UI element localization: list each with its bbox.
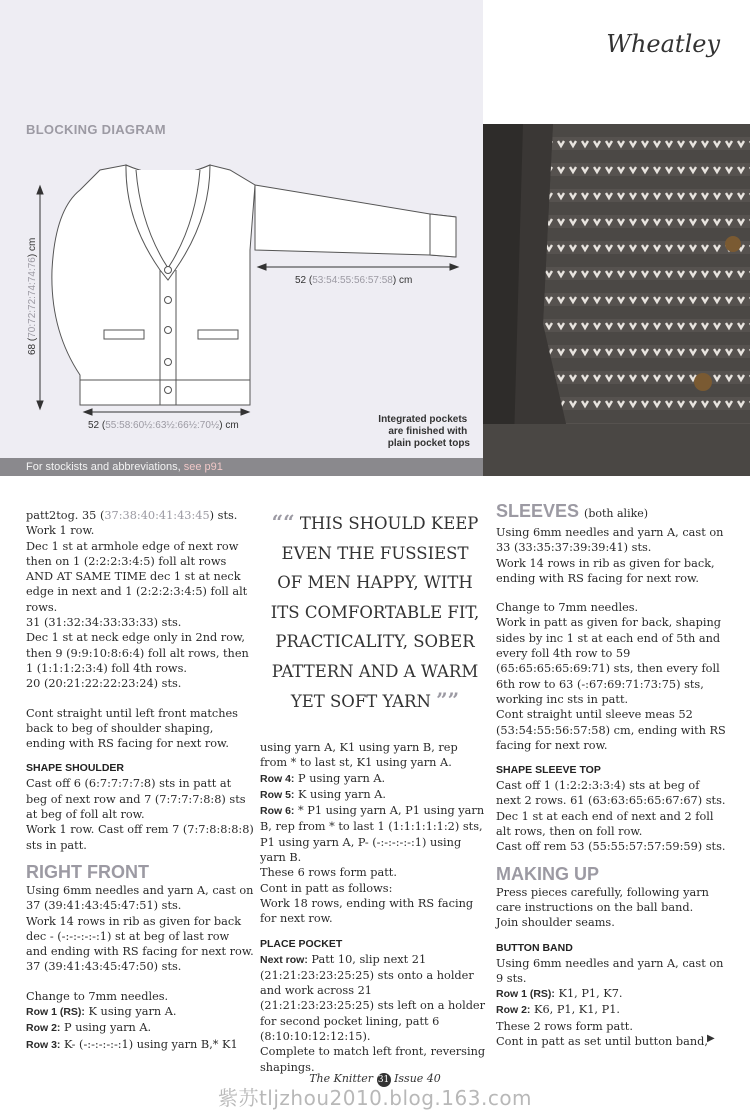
paragraph: Cont in patt as set until button band, [496, 1035, 708, 1049]
knit-pattern-image [483, 124, 750, 476]
row-instruction: Row 2: K6, P1, K1, P1. [496, 1003, 620, 1017]
paragraph: Using 6mm needles and yarn A, cast on 9 sts. [496, 956, 724, 985]
paragraph: Join shoulder seams. [496, 916, 615, 930]
column-2 [260, 740, 488, 1075]
paragraph: Work 14 rows in rib as given for back, ending with RS facing for next row. [496, 556, 715, 585]
sleeve-outline [255, 185, 456, 257]
paragraph: Dec 1 st at armhole edge of next row then on 1 (2:2:2:3:4:5) foll alt rows AND AT SAME TIME dec 1 st at neck edge in next and 1 (2:2:2:3:4:5) foll alt rows. [26, 539, 248, 614]
place-pocket-heading: PLACE POCKET [260, 937, 343, 950]
button [165, 359, 172, 366]
paragraph: Change to 7mm needles. [26, 989, 169, 1003]
paragraph: Press pieces carefully, following yarn care instructions on the ball band. [496, 885, 709, 914]
paragraph: Cast off rem 53 (55:55:57:57:59:59) sts. [496, 840, 726, 854]
paragraph: patt2tog. 35 (37:38:40:41:43:45) sts. [26, 509, 238, 522]
paragraph: Cont straight until left front matches back to beg of shoulder shaping, ending with RS facing for next row. [26, 706, 238, 751]
paragraph: Work 18 rows, ending with RS facing for next row. [260, 896, 474, 926]
button [165, 267, 172, 274]
row-instruction: Row 5: K using yarn A. [260, 787, 386, 801]
paragraph: Dec 1 st at each end of next and 2 foll alt rows, then on foll row. [496, 809, 714, 839]
making-up-heading: MAKING UP [496, 863, 599, 884]
paragraph: Work 1 row. [26, 524, 95, 538]
row-instruction: Row 3: K- (-:-:-:-:-:1) using yarn B,* K1 [26, 1037, 238, 1051]
paragraph: 20 (20:21:22:22:23:24) sts. [26, 677, 182, 691]
blocking-diagram [0, 150, 483, 460]
open-quote-mark: ““ [271, 510, 295, 534]
cardigan-photo [483, 124, 750, 476]
shape-sleeve-top-heading: SHAPE SLEEVE TOP [496, 764, 601, 777]
paragraph: Cast off 6 (6:7:7:7:7:8) sts in patt at beg of next row and 7 (7:7:7:7:8:8) sts at beg of foll alt row. [26, 777, 246, 822]
paragraph: Cont in patt as follows: [260, 881, 393, 895]
stockists-bar: For stockists and abbreviations, see p91 [0, 458, 483, 476]
shape-shoulder-heading: SHAPE SHOULDER [26, 762, 125, 775]
paragraph: Using 6mm needles and yarn A, cast on 37 (39:41:43:45:47:51) sts. [26, 883, 254, 913]
width-label: 52 (55:58:60½:63½:66½:70½) cm [88, 420, 239, 431]
continue-arrow-icon: ▶ [707, 1033, 715, 1044]
paragraph: Work in patt as given for back, shaping sides by inc 1 st at each end of 5th and every foll 4th row to 59 (65:65:65:65:69:71) sts, then every foll 6th row to 63 (-:67:69:71:73:75) sts, working inc sts in patt. [496, 616, 721, 706]
paragraph: Change to 7mm needles. [496, 601, 639, 615]
paragraph: These 6 rows form patt. [260, 866, 397, 880]
row-instruction: Row 1 (RS): K1, P1, K7. [496, 987, 623, 1001]
pocket-note: Integrated pockets are finished with plain pocket tops [378, 414, 470, 449]
paragraph: using yarn A, K1 using yarn B, rep from * to last st, K1 using yarn A. [260, 741, 458, 770]
row-instruction: Next row: Patt 10, slip next 21 (21:21:23:23:25:25) sts onto a holder and work across 21 (21:21:23:23:25:25) sts left on a holder for second pocket lining, patt 6 (8:10:10:12:12:15). [260, 952, 486, 1044]
paragraph: Dec 1 st at neck edge only in 2nd row, then 9 (9:9:10:8:6:4) foll alt rows, then 1 (1:1:1:2:3:4) foll 4th rows. [26, 631, 249, 675]
paragraph: 37 (39:41:43:45:47:50) sts. [26, 960, 182, 974]
button [165, 297, 172, 304]
row-instruction: Row 6: * P1 using yarn A, P1 using yarn B, rep from * to last 1 (1:1:1:1:1:2) sts, P1 using yarn A, P- (-:-:-:-:-:1) using yarn B. [260, 804, 485, 865]
paragraph: Cast off 1 (1:2:2:3:3:4) sts at beg of next 2 rows. 61 (63:63:65:65:67:67) sts. [496, 779, 726, 808]
pattern-title: Wheatley [606, 30, 720, 58]
column-3 [496, 500, 726, 1049]
sleeves-heading: SLEEVES (both alike) [496, 501, 649, 521]
watermark: 紫苏tljzhou2010.blog.163.com [217, 1086, 533, 1110]
button [165, 387, 172, 394]
paragraph: Complete to match left front, reversing shapings. [260, 1045, 486, 1074]
photo-spacer [483, 476, 750, 496]
pull-quote: ““ THIS SHOULD KEEP EVEN THE FUSSIEST OF MEN HAPPY, WITH ITS COMFORTABLE FIT, PRACTICALITY, SOBER PATTERN AND A WARM YET SOFT YARN ”” [270, 510, 480, 712]
height-label: 68 (70:72:72:74:74:76) cm [27, 237, 38, 355]
row-instruction: Row 1 (RS): K using yarn A. [26, 1005, 177, 1019]
close-quote-mark: ”” [436, 688, 460, 712]
paragraph: 31 (31:32:34:33:33:33) sts. [26, 616, 182, 630]
stockists-link[interactable]: see p91 [183, 461, 223, 473]
button-band-heading: BUTTON BAND [496, 941, 573, 954]
paragraph: Work 14 rows in rib as given for back dec - (-:-:-:-:-:1) st at beg of last row and ending with RS facing for next row. [26, 914, 254, 959]
left-pocket [104, 330, 144, 339]
button [165, 327, 172, 334]
column-1 [26, 508, 254, 1053]
page-footer: The Knitter 31 Issue 40 [309, 1072, 441, 1085]
right-front-heading: RIGHT FRONT [26, 861, 149, 882]
row-instruction: Row 4: P using yarn A. [260, 771, 386, 785]
paragraph: Using 6mm needles and yarn A, cast on 33 (33:35:37:39:39:41) sts. [496, 526, 724, 555]
paragraph: Cont straight until sleeve meas 52 (53:54:55:56:57:58) cm, ending with RS facing for next row. [496, 708, 726, 752]
right-pocket [198, 330, 238, 339]
sleeve-cuff [430, 214, 456, 257]
blocking-diagram-heading: BLOCKING DIAGRAM [26, 122, 166, 137]
sleeve-length-label: 52 (53:54:55:56:57:58) cm [295, 275, 413, 286]
paragraph: These 2 rows form patt. [496, 1019, 633, 1033]
row-instruction: Row 2: P using yarn A. [26, 1021, 152, 1035]
paragraph: Work 1 row. Cast off rem 7 (7:7:8:8:8:8) sts in patt. [26, 823, 254, 852]
page-number: 31 [377, 1075, 390, 1085]
